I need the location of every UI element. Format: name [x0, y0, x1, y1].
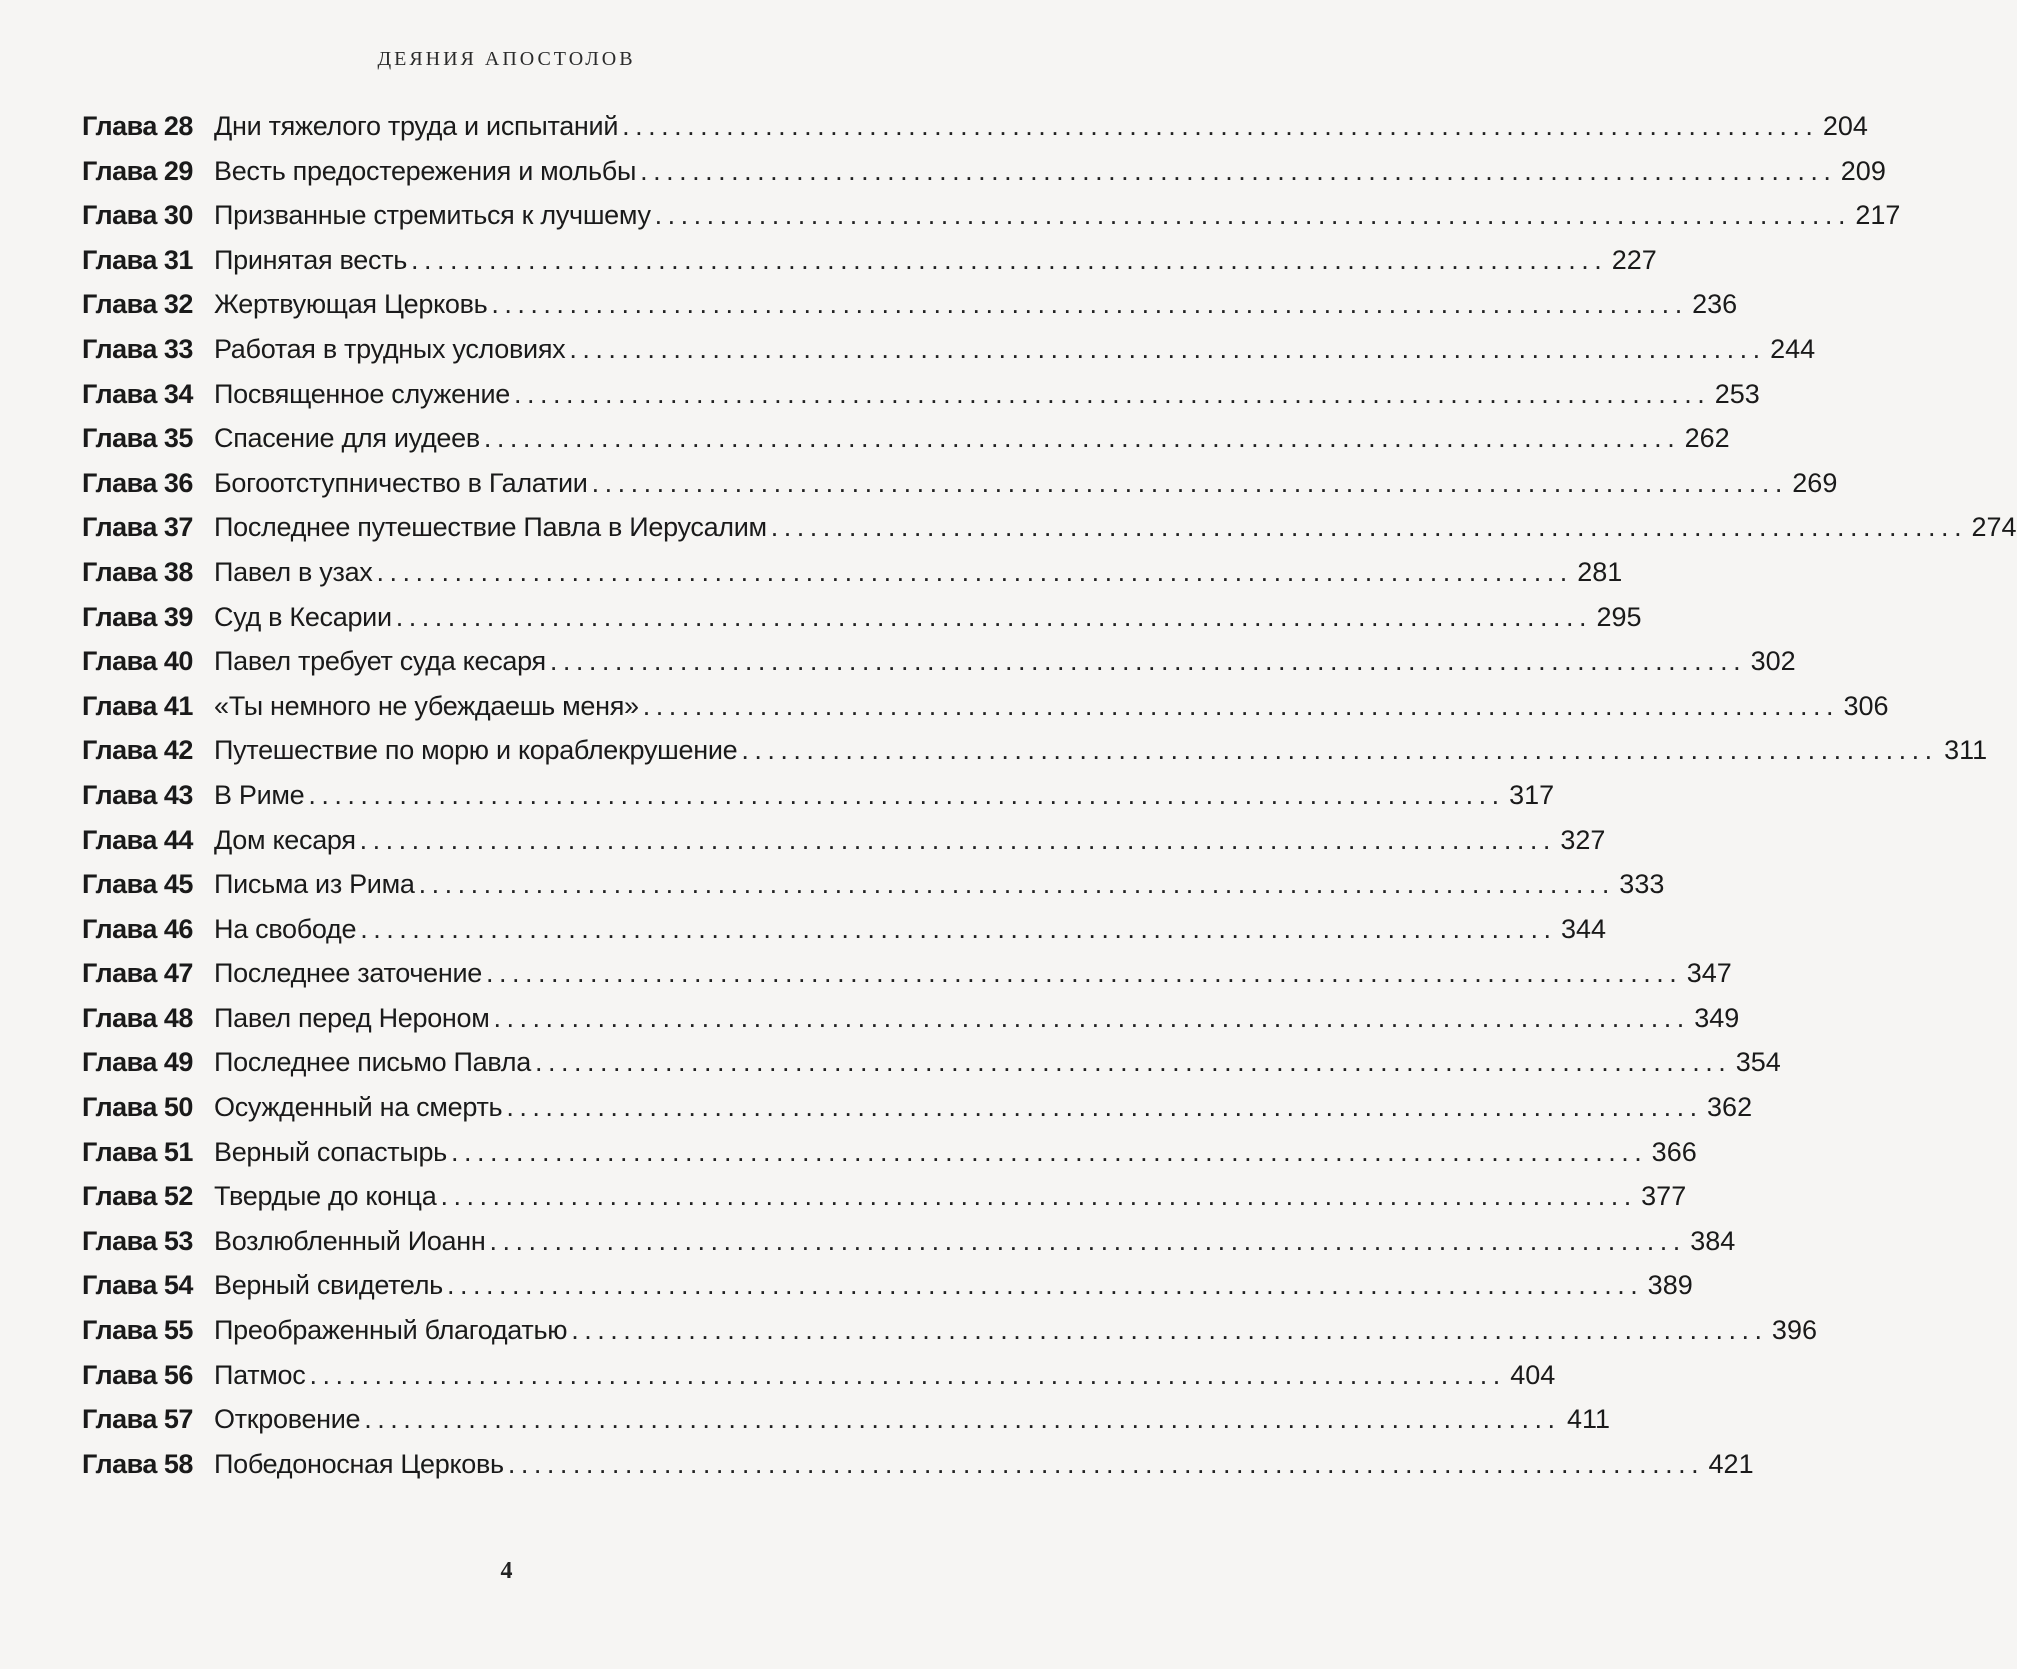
chapter-title: Суд в Кесарии	[214, 601, 392, 632]
toc-entry	[82, 372, 1760, 417]
page-number: 306	[1843, 690, 1889, 721]
toc-entry	[82, 818, 1606, 863]
page-number: 333	[1619, 869, 1665, 900]
page-number: 349	[1694, 1002, 1740, 1033]
dot-leader	[440, 1174, 1630, 1219]
chapter-title: Последнее письмо Павла	[214, 1047, 531, 1078]
chapter-label: Глава 52	[82, 1181, 193, 1212]
dot-leader	[419, 862, 1609, 907]
chapter-label: Глава 38	[82, 556, 193, 587]
dot-leader	[508, 1442, 1698, 1487]
chapter-title: Последнее заточение	[214, 958, 482, 989]
toc-entry	[82, 550, 1623, 595]
toc-entry	[82, 773, 1555, 818]
chapter-title: Дом кесаря	[214, 824, 356, 855]
chapter-label: Глава 41	[82, 690, 193, 721]
page-number: 281	[1577, 556, 1623, 587]
chapter-title: Принятая весть	[214, 244, 408, 275]
chapter-title: Твердые до конца	[214, 1181, 437, 1212]
toc-entry	[82, 1263, 1693, 1308]
toc-entry	[82, 1442, 1754, 1487]
chapter-title: Последнее путешествие Павла в Иерусалим	[214, 512, 767, 543]
chapter-label: Глава 45	[82, 869, 193, 900]
table-of-contents	[82, 104, 2017, 1486]
page-number: 204	[1822, 111, 1868, 141]
page-number: 269	[1792, 467, 1838, 498]
chapter-label: Глава 46	[82, 913, 193, 944]
dot-leader	[411, 238, 1601, 283]
chapter-title: Преображенный благодатью	[214, 1315, 568, 1346]
toc-entry	[82, 1308, 1817, 1353]
chapter-title: Путешествие по морю и кораблекрушение	[214, 735, 738, 766]
toc-entry	[82, 1219, 1736, 1264]
chapter-title: Патмос	[214, 1359, 306, 1390]
page-number: 404	[1510, 1359, 1556, 1390]
toc-entry	[82, 862, 1665, 907]
running-head: ДЕЯНИЯ АПОСТОЛОВ	[377, 48, 636, 70]
page-number: 227	[1611, 244, 1657, 275]
chapter-label: Глава 53	[82, 1225, 193, 1256]
chapter-title: Откровение	[214, 1404, 361, 1435]
page-number: 302	[1750, 646, 1796, 677]
dot-leader	[506, 1085, 1696, 1130]
toc-entry	[82, 149, 1886, 194]
chapter-label: Глава 43	[82, 779, 193, 810]
page-number: 362	[1707, 1092, 1753, 1123]
page-number: 209	[1840, 155, 1886, 186]
chapter-title: Письма из Рима	[214, 869, 415, 900]
toc-entry	[82, 1085, 1753, 1130]
chapter-title: Призванные стремиться к лучшему	[214, 200, 651, 231]
chapter-label: Глава 47	[82, 958, 193, 989]
chapter-label: Глава 55	[82, 1315, 193, 1346]
dot-leader	[308, 773, 1498, 818]
chapter-title: Работая в трудных условиях	[214, 333, 566, 364]
chapter-label: Глава 32	[82, 289, 193, 320]
chapter-label: Глава 39	[82, 601, 193, 632]
toc-entry	[82, 416, 1730, 461]
toc-entry	[82, 104, 1868, 149]
page-folio: 4	[500, 1558, 513, 1584]
dot-leader	[771, 505, 1961, 550]
chapter-label: Глава 51	[82, 1136, 193, 1167]
dot-leader	[535, 1040, 1725, 1085]
page-number: 411	[1567, 1404, 1611, 1435]
dot-leader	[484, 416, 1674, 461]
page-number: 384	[1690, 1225, 1736, 1256]
dot-leader	[569, 327, 1759, 372]
chapter-label: Глава 56	[82, 1359, 193, 1390]
dot-leader	[360, 818, 1550, 863]
chapter-label: Глава 44	[82, 824, 193, 855]
chapter-title: Весть предостережения и мольбы	[214, 155, 637, 186]
page-number: 344	[1560, 913, 1607, 944]
dot-leader	[486, 951, 1676, 996]
chapter-title: Верный свидетель	[214, 1270, 443, 1301]
page-number: 389	[1647, 1270, 1693, 1301]
chapter-title: Павел перед Нероном	[214, 1002, 490, 1033]
dot-leader	[396, 595, 1586, 640]
chapter-title: Осужденный на смерть	[214, 1092, 503, 1123]
dot-leader	[309, 1353, 1499, 1398]
chapter-label: Глава 34	[82, 378, 193, 409]
toc-entry	[82, 996, 1740, 1041]
chapter-title: Богоотступничество в Галатии	[214, 467, 588, 498]
page-number: 347	[1686, 958, 1732, 989]
page-number: 274	[1971, 512, 2017, 543]
page-number: 377	[1641, 1181, 1687, 1212]
toc-entry	[82, 639, 1796, 684]
chapter-label: Глава 30	[82, 200, 193, 231]
toc-entry	[82, 282, 1738, 327]
page-number: 354	[1735, 1047, 1781, 1078]
chapter-title: На свободе	[214, 913, 357, 944]
toc-entry	[82, 327, 1816, 372]
dot-leader	[491, 282, 1681, 327]
dot-leader	[494, 996, 1684, 1041]
toc-entry	[82, 1174, 1687, 1219]
toc-entry	[82, 1353, 1556, 1398]
page-number: 366	[1651, 1136, 1697, 1167]
dot-leader	[514, 372, 1704, 417]
dot-leader	[622, 104, 1812, 149]
toc-entry	[82, 1040, 1781, 1085]
chapter-label: Глава 48	[82, 1002, 193, 1033]
chapter-title: Возлюбленный Иоанн	[214, 1225, 486, 1256]
chapter-label: Глава 37	[82, 512, 193, 543]
dot-leader	[451, 1130, 1641, 1175]
chapter-title: Посвященное служение	[214, 378, 511, 409]
dot-leader	[490, 1219, 1680, 1264]
chapter-title: Жертвующая Церковь	[214, 289, 488, 320]
toc-entry	[82, 193, 1901, 238]
chapter-title: Дни тяжелого труда и испытаний	[214, 111, 619, 141]
chapter-label: Глава 40	[82, 646, 193, 677]
dot-leader	[655, 193, 1845, 238]
chapter-label: Глава 33	[82, 333, 193, 364]
chapter-title: Спасение для иудеев	[214, 423, 480, 454]
page-number: 421	[1708, 1448, 1754, 1479]
dot-leader	[360, 907, 1550, 952]
dot-leader	[640, 149, 1830, 194]
chapter-title: «Ты немного не убеждаешь меня»	[214, 690, 639, 721]
page-number: 295	[1596, 601, 1642, 632]
toc-entry	[82, 684, 1889, 729]
chapter-label: Глава 49	[82, 1047, 193, 1078]
toc-entry	[82, 907, 1607, 952]
dot-leader	[550, 639, 1740, 684]
dot-leader	[376, 550, 1566, 595]
page-number: 327	[1560, 824, 1606, 855]
page-number: 317	[1509, 779, 1555, 810]
toc-entry	[82, 1397, 1611, 1442]
toc-entry	[82, 461, 1838, 506]
page-number: 253	[1714, 378, 1760, 409]
chapter-title: Павел требует суда кесаря	[214, 646, 546, 677]
page-number: 396	[1771, 1315, 1817, 1346]
page-number: 244	[1770, 333, 1816, 364]
dot-leader	[643, 684, 1833, 729]
chapter-label: Глава 57	[82, 1404, 193, 1435]
chapter-label: Глава 29	[82, 155, 193, 186]
chapter-title: Павел в узах	[214, 556, 373, 587]
chapter-label: Глава 28	[82, 111, 193, 141]
chapter-label: Глава 54	[82, 1270, 193, 1301]
chapter-label: Глава 35	[82, 423, 193, 454]
chapter-title: Победоносная Церковь	[214, 1448, 504, 1479]
toc-entry	[82, 728, 1988, 773]
page-number: 311	[1944, 735, 1988, 766]
chapter-title: В Риме	[214, 779, 305, 810]
page-number: 236	[1692, 289, 1738, 320]
dot-leader	[571, 1308, 1761, 1353]
toc-entry	[82, 238, 1657, 283]
toc-entry	[82, 1130, 1697, 1175]
chapter-label: Глава 36	[82, 467, 193, 498]
dot-leader	[741, 728, 1931, 773]
toc-entry	[82, 951, 1732, 996]
toc-entry	[82, 505, 2017, 550]
chapter-title: Верный сопастырь	[214, 1136, 447, 1167]
chapter-label: Глава 42	[82, 735, 193, 766]
page-number: 217	[1855, 200, 1901, 231]
chapter-label: Глава 58	[82, 1448, 193, 1479]
dot-leader	[364, 1397, 1554, 1442]
toc-entry	[82, 595, 1642, 640]
chapter-label: Глава 50	[82, 1092, 193, 1123]
page-number: 262	[1684, 423, 1730, 454]
dot-leader	[592, 461, 1782, 506]
chapter-label: Глава 31	[82, 244, 193, 275]
dot-leader	[447, 1263, 1637, 1308]
